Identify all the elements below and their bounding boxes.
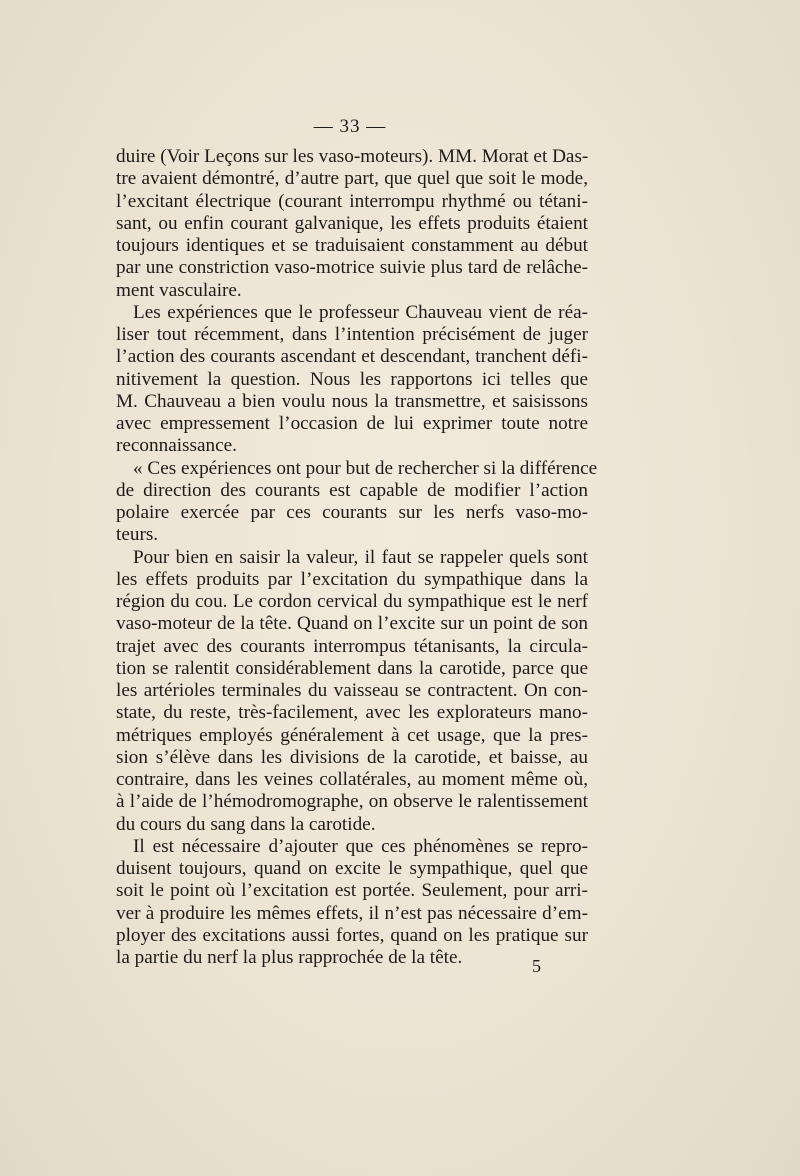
text-line: de direction des courants est capable de modifier l’action: [116, 479, 588, 501]
text-line: state, du reste, très-facilement, avec les explorateurs mano-: [116, 702, 588, 724]
text-line: ment vasculaire.: [116, 279, 242, 301]
text-line: « Ces expériences ont pour but de rechercher si la différence: [133, 457, 598, 479]
text-line: Pour bien en saisir la valeur, il faut se rappeler quels sont: [133, 546, 588, 568]
text-line: tre avaient démontré, d’autre part, que quel que soit le mode,: [116, 168, 588, 190]
text-line: soit le point où l’excitation est portée. Seulement, pour arri-: [116, 880, 588, 902]
text-line: contraire, dans les veines collatérales, au moment même où,: [116, 769, 588, 790]
text-line: avec empressement l’occasion de lui exprimer toute notre: [116, 413, 588, 434]
page-number: — 33 —: [313, 116, 387, 137]
paragraph: [116, 146, 588, 302]
text-line: sion s’élève dans les divisions de la carotide, et baisse, au: [116, 746, 588, 768]
text-line: l’excitant électrique (courant interrompu rhythmé ou tétani-: [116, 190, 588, 212]
text-line: reconnaissance.: [116, 435, 237, 457]
text-line: sant, ou enfin courant galvanique, les effets produits étaient: [116, 212, 588, 234]
text-line: ver à produire les mêmes effets, il n’est pas nécessaire d’em-: [116, 902, 588, 924]
text-line: par une constriction vaso-motrice suivie plus tard de relâche-: [116, 257, 588, 279]
text-line: nitivement la question. Nous les rapportons ici telles que: [116, 368, 588, 390]
text-line: les effets produits par l’excitation du sympathique dans la: [116, 568, 588, 590]
body-text: [116, 146, 598, 969]
text-line: vaso-moteur de la tête. Quand on l’excite sur un point de son: [116, 613, 588, 635]
text-line: tion se ralentit considérablement dans la carotide, parce que: [116, 657, 588, 679]
text-line: polaire exercée par ces courants sur les nerfs vaso-mo-: [116, 502, 588, 523]
text-line: trajet avec des courants interrompus tétanisants, la circula-: [116, 635, 588, 657]
paragraph: [116, 836, 588, 970]
paragraph: [116, 547, 588, 836]
text-line: teurs.: [116, 524, 159, 546]
signature-mark: 5: [532, 956, 541, 976]
text-line: duire (Voir Leçons sur les vaso-moteurs). MM. Morat et Das-: [116, 146, 589, 167]
text-line: du cours du sang dans la carotide.: [116, 813, 376, 835]
text-line: liser tout récemment, dans l’intention précisément de juger: [116, 324, 588, 345]
text-line: la partie du nerf la plus rapprochée de la tête.: [116, 947, 463, 968]
text-line: ployer des excitations aussi fortes, quand on les pratique sur: [116, 924, 588, 946]
text-line: Les expériences que le professeur Chauveau vient de réa-: [133, 301, 588, 323]
text-line: à l’aide de l’hémodromographe, on observe le ralentissement: [116, 791, 588, 813]
text-line: l’action des courants ascendant et descendant, tranchent défi-: [116, 346, 588, 368]
paragraph: [116, 302, 588, 458]
text-line: les artérioles terminales du vaisseau se contractent. On con-: [116, 680, 588, 701]
text-line: Il est nécessaire d’ajouter que ces phénomènes se repro-: [133, 835, 588, 857]
paragraph: [116, 457, 598, 547]
text-line: M. Chauveau a bien voulu nous la transmettre, et saisissons: [116, 390, 588, 412]
text-line: toujours identiques et se traduisaient constamment au début: [116, 235, 588, 256]
text-line: région du cou. Le cordon cervical du sympathique est le nerf: [116, 591, 588, 612]
text-line: métriques employés généralement à cet usage, que la pres-: [116, 724, 588, 746]
text-line: duisent toujours, quand on excite le sympathique, quel que: [116, 858, 588, 879]
